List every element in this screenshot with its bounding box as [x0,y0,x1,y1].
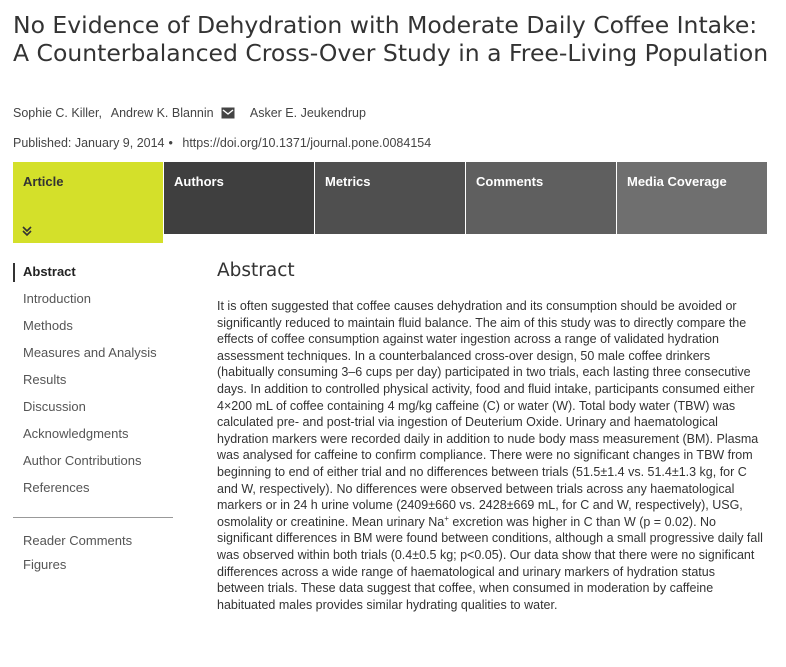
superscript: + [444,513,449,523]
author-link[interactable]: Sophie C. Killer, [13,106,102,120]
separator-dot: • [168,136,173,150]
abstract-text-part: excretion was higher in C than W (p = 0.02). No significant differences in BM were found between conditions, although a small progressive daily fall was observed within both trials (0.4±0.5 kg; p<0.05). Our data show that there were no significant differences across a wide range of haematological and urinary markers of hydration status between trials. These data suggest that coffee, when consumed in moderation by caffeine habituated males provides similar hydrating qualities to water. [217,514,763,612]
doi-link[interactable]: https://doi.org/10.1371/journal.pone.0084154 [182,136,432,150]
tab-label: Authors [174,174,224,189]
nav-item-discussion[interactable]: Discussion [23,399,86,414]
nav-item-methods[interactable]: Methods [23,318,73,333]
nav-item-reader-comments[interactable]: Reader Comments [23,533,133,548]
nav-item-abstract[interactable]: Abstract [13,262,173,289]
chevron-double-down-icon [21,225,33,237]
author-link[interactable]: Asker E. Jeukendrup [249,106,366,120]
tab-comments[interactable] [466,162,616,234]
article-tabs [13,162,767,243]
nav-item-figures[interactable]: Figures [23,557,67,572]
abstract-text-part: It is often suggested that coffee causes dehydration and its consumption should be avoided or significantly reduced to maintain fluid balance. The aim of this study was to directly compare the effects of coffee consumption against water ingestion across a range of validated hydration assessment techniques. In a counterbalanced cross-over design, 50 male coffee drinkers (habitually consuming 3–6 cups per day) participated in two trials, each lasting three consecutive days. In addition to controlled physical activity, food and fluid intake, participants consumed either 4×200 mL of coffee containing 4 mg/kg caffeine (C) or water (W). Total body water (TBW) was calculated pre- and post-trial via ingestion of Deuterium Oxide. Urinary and haematological hydration markers were recorded daily in addition to nude body mass measurement (BM). Plasma was analysed for caffeine to confirm compliance. There were no significant changes in TBW from beginning to end of either trial and no differences between trials (51.5±1.4 vs. 51.4±1.3 kg, for C and W, respectively). No differences were observed between trials across any haematological markers or in 24 h urine volume (2409±660 vs. 2428±669 mL, for C and W, respectively), USG, osmolality or creatinine. Mean urinary Na [217,299,759,529]
nav-item-author-contributions[interactable]: Author Contributions [23,453,142,468]
nav-item-references[interactable]: References [23,480,90,495]
author-link[interactable]: Andrew K. Blannin [110,106,214,120]
tab-label: Article [23,174,64,189]
tab-metrics[interactable] [315,162,465,234]
nav-divider [13,517,173,518]
tab-label: Metrics [325,174,371,189]
tab-article[interactable] [13,162,163,243]
tab-label: Media Coverage [627,174,727,189]
tab-authors[interactable] [164,162,314,234]
article-section-nav [13,262,173,582]
nav-item-introduction[interactable]: Introduction [23,291,91,306]
nav-item-acknowledgments[interactable]: Acknowledgments [23,426,129,441]
tab-label: Comments [476,174,544,189]
mail-icon[interactable] [221,107,235,119]
published-date: Published: January 9, 2014 [13,136,165,150]
tab-media-coverage[interactable] [617,162,767,234]
publication-info [13,136,431,150]
nav-item-results[interactable]: Results [23,372,67,387]
abstract-text [217,298,765,613]
author-list [13,106,372,120]
nav-item-measures-and-analysis[interactable]: Measures and Analysis [23,345,157,360]
abstract-heading: Abstract [217,260,295,281]
article-title: No Evidence of Dehydration with Moderate Daily Coffee Intake: A Counterbalanced Cross-Over Study in a Free-Living Population [13,11,769,67]
